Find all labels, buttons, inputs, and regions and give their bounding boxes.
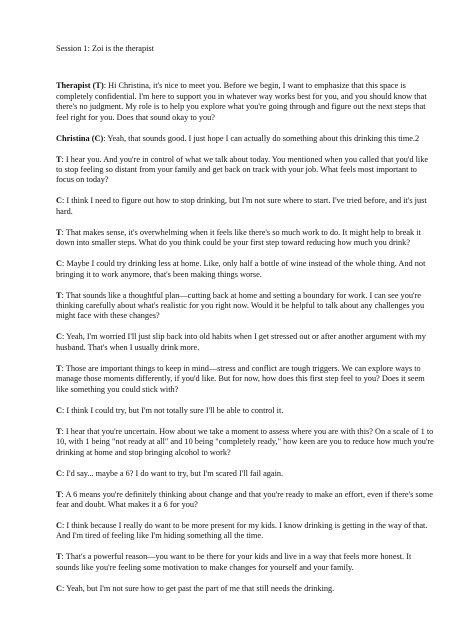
transcript-turn <box>56 364 436 395</box>
speaker-label: C <box>56 196 62 206</box>
transcript-turn <box>56 134 436 144</box>
speaker-label: C <box>56 468 62 478</box>
speaker-label: T <box>56 426 62 436</box>
transcript <box>56 81 436 594</box>
transcript-turn <box>56 406 436 416</box>
turn-text: : That's a powerful reason—you want to be there for your kids and live in a way that feels more honest. It sounds like you're feeling some motivation to make changes for yourself and your family. <box>56 552 412 572</box>
turn-text: : That makes sense, it's overwhelming when it feels like there's so much work to do. It might help to break it down into smaller steps. What do you think could be your first step toward reducing how much you drink? <box>56 227 421 248</box>
transcript-turn <box>56 291 436 322</box>
speaker-label: T <box>56 154 62 164</box>
turn-text: : A 6 means you're definitely thinking about change and that you're ready to make an effort, even if there's some fear and doubt. What makes it a 6 for you? <box>56 489 433 509</box>
turn-text: : That sounds like a thoughtful plan—cutting back at home and setting a boundary for work. I can see you're thinking carefully about what's realistic for you right now. Would it be helpful to talk about any challenges you might face with these changes? <box>56 290 425 321</box>
turn-text: : I hear that you're uncertain. How about we take a moment to assess where you are with this? On a scale of 1 to 10, with 1 being "not ready at all" and 10 being "completely ready," how keen are you to reduce how much you're drinking at home and stop bringing alcohol to work? <box>56 426 434 457</box>
transcript-turn <box>56 469 436 479</box>
transcript-turn <box>56 196 436 217</box>
turn-text: : Those are important things to keep in mind—stress and conflict are tough triggers. We can explore ways to manage those moments differently, if you'd like. But for now, how does this first step feel to you? Does it seem like something you could stick with? <box>56 363 425 394</box>
turn-text: : I hear you. And you're in control of what we talk about today. You mentioned when you called that you'd like to stop feeling so distant from your family and get back on track with your job. What feels most important to focus on today? <box>56 154 429 185</box>
speaker-label: Therapist (T) <box>56 81 104 91</box>
transcript-turn <box>56 521 436 542</box>
turn-text: : I think I could try, but I'm not totally sure I'll be able to control it. <box>62 405 284 415</box>
turn-text: : I think I need to figure out how to stop drinking, but I'm not sure where to start. I've tried before, and it's just hard. <box>56 196 427 216</box>
transcript-turn <box>56 427 436 458</box>
transcript-turn <box>56 228 436 249</box>
transcript-turn <box>56 155 436 186</box>
turn-text: : Yeah, but I'm not sure how to get past the part of me that still needs the drinking. <box>62 583 335 593</box>
turn-text: : Yeah, that sounds good. I just hope I can actually do something about this drinking this time.2 <box>103 133 420 143</box>
turn-text: : Maybe I could try drinking less at home. Like, only half a bottle of wine instead of the whole thing. And not bringing it to work anymore, that's been making things worse. <box>56 259 426 279</box>
turn-text: : Yeah, I'm worried I'll just slip back into old habits when I get stressed out or after another argument with my husband. That's when I usually drink more. <box>56 332 426 352</box>
speaker-label: T <box>56 363 62 373</box>
document-page <box>56 44 436 605</box>
transcript-turn <box>56 259 436 280</box>
speaker-label: C <box>56 332 62 342</box>
speaker-label: C <box>56 520 62 530</box>
speaker-label: C <box>56 405 62 415</box>
speaker-label: Christina (C) <box>56 133 104 143</box>
transcript-turn <box>56 81 436 123</box>
speaker-label: C <box>56 259 62 269</box>
transcript-turn <box>56 584 436 594</box>
speaker-label: T <box>56 552 62 562</box>
speaker-label: C <box>56 583 62 593</box>
session-title: Session 1: Zoi is the therapist <box>56 44 154 53</box>
speaker-label: T <box>56 290 62 300</box>
turn-text: : I think because I really do want to be more present for my kids. I know drinking is getting in the way of that. And I'm tired of feeling like I'm hiding something all the time. <box>56 520 428 541</box>
turn-text: : I'd say... maybe a 6? I do want to try, but I'm scared I'll fail again. <box>62 468 284 478</box>
speaker-label: T <box>56 227 62 237</box>
transcript-turn <box>56 552 436 573</box>
transcript-turn <box>56 332 436 353</box>
transcript-turn <box>56 490 436 511</box>
speaker-label: T <box>56 489 62 499</box>
turn-text: : Hi Christina, it's nice to meet you. Before we begin, I want to emphasize that this space is completely confidential. I'm here to support you in whatever way works best for you, and you should know that there's no judgment. My role is to help you explore what you're going through and figure out the next steps that feel right for you. Does that sound okay to you? <box>56 81 427 122</box>
